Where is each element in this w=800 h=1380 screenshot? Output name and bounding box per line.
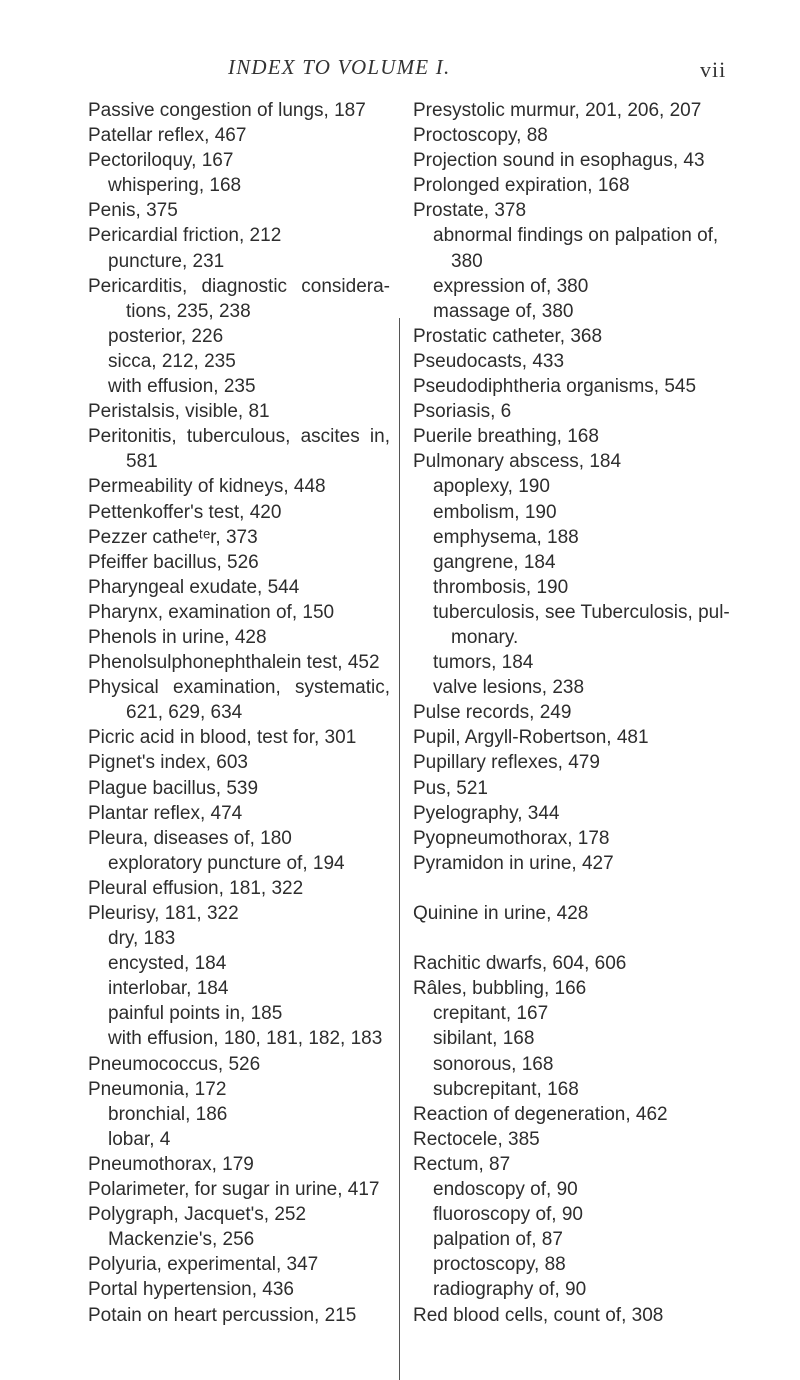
index-entry: Reaction of degeneration, 462 xyxy=(413,1103,668,1125)
index-subentry: massage of, 380 xyxy=(433,300,574,322)
index-subentry: endoscopy of, 90 xyxy=(433,1179,578,1201)
index-entry: Polarimeter, for sugar in urine, 417 xyxy=(88,1179,380,1201)
index-entry-continuation: Peritonitis, tuberculous, ascites in, xyxy=(88,426,390,448)
index-entry: Pyramidon in urine, 427 xyxy=(413,852,614,874)
index-entry: Pulmonary abscess, 184 xyxy=(413,451,622,473)
index-entry: Pneumococcus, 526 xyxy=(88,1053,261,1075)
index-entry: Rachitic dwarfs, 604, 606 xyxy=(413,953,627,975)
index-subentry: tumors, 184 xyxy=(433,652,534,674)
page-number: vii xyxy=(700,57,727,82)
index-subentry: embolism, 190 xyxy=(433,501,557,523)
index-entry: Pectoriloquy, 167 xyxy=(88,150,234,172)
index-subentry: whispering, 168 xyxy=(108,175,242,197)
index-subentry: dry, 183 xyxy=(108,928,176,950)
index-entry: Pulse records, 249 xyxy=(413,702,572,724)
index-subentry: lobar, 4 xyxy=(108,1128,171,1150)
index-entry: Puerile breathing, 168 xyxy=(413,426,599,448)
index-column-left xyxy=(88,98,390,1328)
index-subentry: sibilant, 168 xyxy=(433,1028,535,1050)
index-entry: Permeability of kidneys, 448 xyxy=(88,476,326,498)
index-entry: Pharyngeal exudate, 544 xyxy=(88,576,300,598)
index-entry: Penis, 375 xyxy=(88,200,178,222)
index-entry: Pneumonia, 172 xyxy=(88,1078,227,1100)
index-entry-continuation: 380 xyxy=(451,250,483,272)
index-entry: Pfeiffer bacillus, 526 xyxy=(88,551,259,573)
section-gap xyxy=(413,876,713,901)
index-subentry: emphysema, 188 xyxy=(433,526,579,548)
index-subentry: crepitant, 167 xyxy=(433,1003,549,1025)
index-entry: Pleura, diseases of, 180 xyxy=(88,827,292,849)
index-entry: Pleurisy, 181, 322 xyxy=(88,903,239,924)
running-title: INDEX TO VOLUME I. xyxy=(228,55,451,79)
index-entry: Pseudocasts, 433 xyxy=(413,350,565,372)
index-subentry: subcrepitant, 168 xyxy=(433,1078,579,1100)
index-entry: Pericardial friction, 212 xyxy=(88,225,282,247)
index-entry: Phenolsulphonephthalein test, 452 xyxy=(88,652,380,674)
index-subentry: thrombosis, 190 xyxy=(433,576,569,598)
index-subentry: painful points in, 185 xyxy=(108,1003,283,1025)
column-divider xyxy=(399,318,400,1380)
index-entry: Portal hypertension, 436 xyxy=(88,1279,294,1301)
index-entry: Proctoscopy, 88 xyxy=(413,125,548,147)
index-subentry: with effusion, 180, 181, 182, 183 xyxy=(108,1028,383,1050)
index-entry: Projection sound in esophagus, 43 xyxy=(413,150,705,172)
index-column-right xyxy=(413,98,730,1328)
index-subentry: proctoscopy, 88 xyxy=(433,1254,566,1276)
index-subentry: gangrene, 184 xyxy=(433,551,556,573)
index-subentry: expression of, 380 xyxy=(433,275,589,297)
index-entry: Pharynx, examination of, 150 xyxy=(88,601,335,623)
index-entry: Red blood cells, count of, 308 xyxy=(413,1304,664,1326)
index-entry: Potain on heart percussion, 215 xyxy=(88,1304,357,1326)
index-entry: Plantar reflex, 474 xyxy=(88,802,243,824)
index-entry: Râles, bubbling, 166 xyxy=(413,978,587,1000)
index-entry: Pignet's index, 603 xyxy=(88,752,248,774)
index-entry: Presystolic murmur, 201, 206, 207 xyxy=(413,100,702,121)
index-entry: Polygraph, Jacquet's, 252 xyxy=(88,1204,307,1226)
index-entry: Polyuria, experimental, 347 xyxy=(88,1254,319,1276)
index-entry: Prostatic catheter, 368 xyxy=(413,325,603,347)
index-subentry: valve lesions, 238 xyxy=(433,677,585,699)
index-entry: Pupil, Argyll-Robertson, 481 xyxy=(413,727,649,749)
index-entry: Passive congestion of lungs, 187 xyxy=(88,100,366,121)
index-subentry: exploratory puncture of, 194 xyxy=(108,852,345,874)
page-header xyxy=(0,55,800,87)
index-subentry: apoplexy, 190 xyxy=(433,476,550,498)
index-entry: Peristalsis, visible, 81 xyxy=(88,401,270,423)
index-subentry: Mackenzie's, 256 xyxy=(108,1229,255,1251)
index-entry: Quinine in urine, 428 xyxy=(413,903,589,924)
index-subentry: encysted, 184 xyxy=(108,953,227,975)
index-subentry: sicca, 212, 235 xyxy=(108,350,236,372)
index-entry: Pupillary reflexes, 479 xyxy=(413,752,600,774)
index-entry-continuation: monary. xyxy=(451,626,519,648)
index-subentry: interlobar, 184 xyxy=(108,978,229,1000)
index-entry-continuation: tions, 235, 238 xyxy=(126,300,251,322)
index-entry: Prolonged expiration, 168 xyxy=(413,175,630,197)
index-subentry: palpation of, 87 xyxy=(433,1229,563,1251)
index-subentry: fluoroscopy of, 90 xyxy=(433,1204,583,1226)
index-subentry: radiography of, 90 xyxy=(433,1279,587,1301)
index-entry-continuation: 581 xyxy=(126,451,158,473)
index-subentry: puncture, 231 xyxy=(108,250,225,272)
index-entry: Pyelography, 344 xyxy=(413,802,560,824)
index-entry: Pezzer catheᵗᵉr, 373 xyxy=(88,526,258,548)
index-entry: Rectum, 87 xyxy=(413,1153,511,1175)
index-entry: Plague bacillus, 539 xyxy=(88,777,259,799)
index-entry: Phenols in urine, 428 xyxy=(88,626,267,648)
index-entry-continuation: Pericarditis, diagnostic considera- xyxy=(88,275,390,297)
index-entry: Pettenkoffer's test, 420 xyxy=(88,501,282,523)
section-gap xyxy=(413,926,713,951)
index-subentry: bronchial, 186 xyxy=(108,1103,228,1125)
index-subentry: with effusion, 235 xyxy=(108,376,256,398)
index-entry: Pus, 521 xyxy=(413,777,488,799)
index-subentry: posterior, 226 xyxy=(108,325,224,347)
index-entry: Pseudodiphtheria organisms, 545 xyxy=(413,376,697,398)
index-entry: Picric acid in blood, test for, 301 xyxy=(88,727,357,749)
index-entry: Pneumothorax, 179 xyxy=(88,1153,254,1175)
index-entry: Pleural effusion, 181, 322 xyxy=(88,877,304,899)
index-entry: Patellar reflex, 467 xyxy=(88,125,247,147)
index-entry: Psoriasis, 6 xyxy=(413,401,512,423)
index-subentry: sonorous, 168 xyxy=(433,1053,554,1075)
index-entry: Prostate, 378 xyxy=(413,200,527,222)
index-entry: Pyopneumothorax, 178 xyxy=(413,827,610,849)
index-entry-continuation: Physical examination, systematic, xyxy=(88,677,390,699)
index-subentry: tuberculosis, see Tuberculosis, pul- xyxy=(433,601,730,623)
index-entry-continuation: 621, 629, 634 xyxy=(126,702,243,724)
index-entry: Rectocele, 385 xyxy=(413,1128,540,1150)
index-subentry: abnormal findings on palpation of, xyxy=(433,225,719,247)
